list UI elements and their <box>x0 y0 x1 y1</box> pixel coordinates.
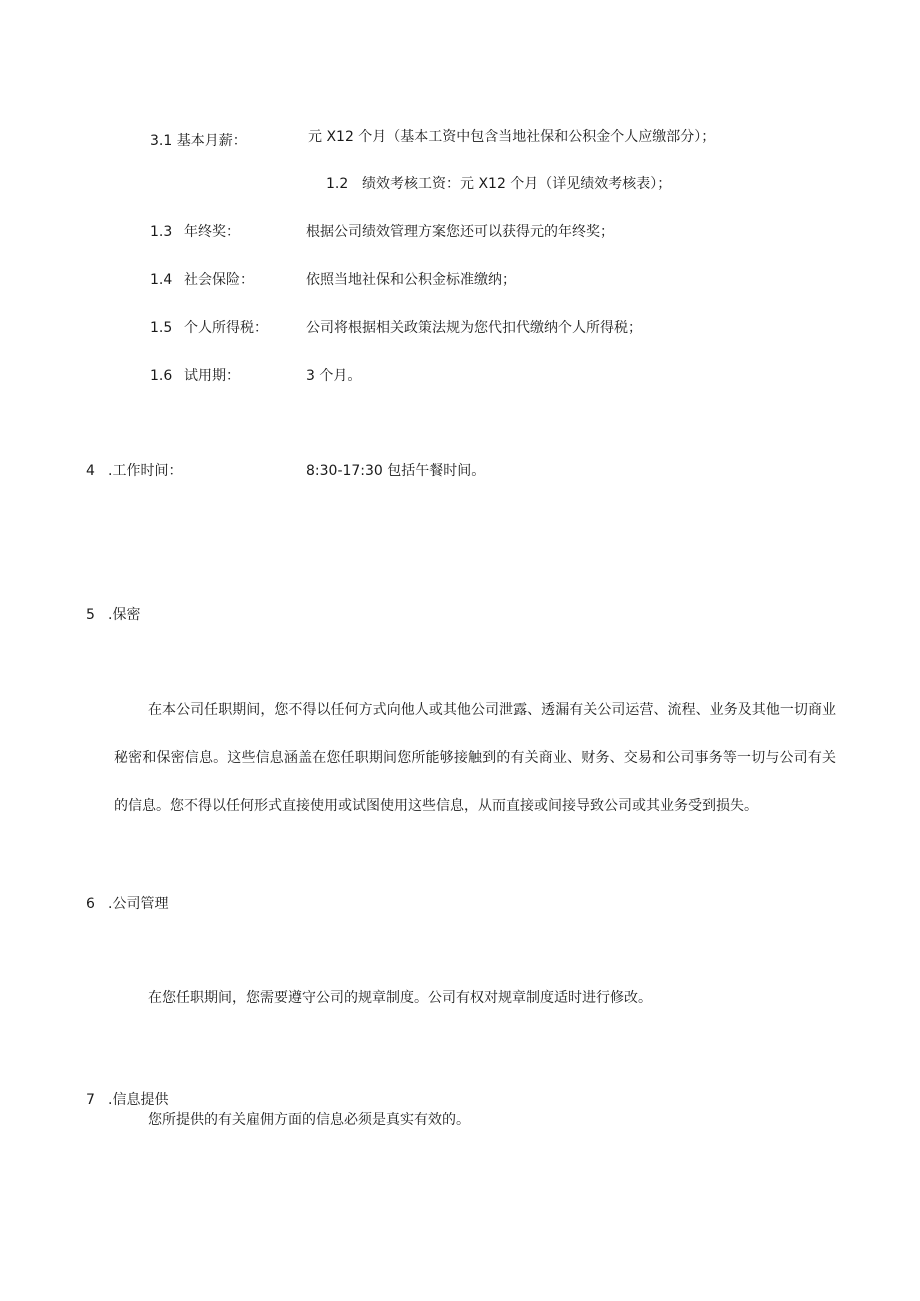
salary-item-1-5-number: 1.5 <box>150 320 173 336</box>
salary-item-1-4-value: 依照当地社保和公积金标准缴纳； <box>306 272 516 288</box>
section-6-body: 在您任职期间，您需要遵守公司的规章制度。公司有权对规章制度适时进行修改。 <box>148 990 652 1006</box>
salary-item-3-1-label: 3.1 基本月薪： <box>150 133 247 149</box>
salary-item-1-3-number: 1.3 <box>150 224 173 240</box>
section-5-title: .保密 <box>108 607 141 623</box>
salary-item-3-1-value: 元 X12 个月（基本工资中包含当地社保和公积金个人应缴部分）； <box>308 129 716 145</box>
salary-item-1-6-label: 试用期： <box>184 368 240 384</box>
salary-item-1-2-number: 1.2 <box>326 176 349 192</box>
salary-item-1-4-number: 1.4 <box>150 272 173 288</box>
section-5-body: 在本公司任职期间，您不得以任何方式向他人或其他公司泄露、透漏有关公司运营、流程、业务及其他一切商业秘密和保密信息。这些信息涵盖在您任职期间您所能够接触到的有关商业、财务、交易和公司事务等一切与公司有关的信息。您不得以任何形式直接使用或试图使用这些信息，从而直接或间接导致公司或其业务受到损失。 <box>114 702 836 814</box>
salary-item-1-6-number: 1.6 <box>150 368 173 384</box>
section-6-title: .公司管理 <box>108 896 169 912</box>
salary-item-1-4-label: 社会保险： <box>184 272 254 288</box>
section-7-number: 7 <box>86 1092 95 1108</box>
salary-item-1-5-label: 个人所得税： <box>184 320 268 336</box>
salary-item-1-3-value: 根据公司绩效管理方案您还可以获得元的年终奖； <box>306 224 614 240</box>
salary-item-1-5-value: 公司将根据相关政策法规为您代扣代缴纳个人所得税； <box>306 320 642 336</box>
section-7-body: 您所提供的有关雇佣方面的信息必须是真实有效的。 <box>148 1112 470 1128</box>
salary-item-1-3-label: 年终奖： <box>184 224 240 240</box>
section-4-number: 4 <box>86 463 95 479</box>
section-6-number: 6 <box>86 896 95 912</box>
salary-item-1-6-value: 3 个月。 <box>306 368 362 384</box>
section-5-number: 5 <box>86 607 95 623</box>
section-4-title: .工作时间： <box>108 463 183 479</box>
salary-item-1-2-text: 绩效考核工资：元 X12 个月（详见绩效考核表）； <box>362 176 672 192</box>
section-4-value: 8:30-17:30 包括午餐时间。 <box>306 463 486 479</box>
section-7-title: .信息提供 <box>108 1092 169 1108</box>
